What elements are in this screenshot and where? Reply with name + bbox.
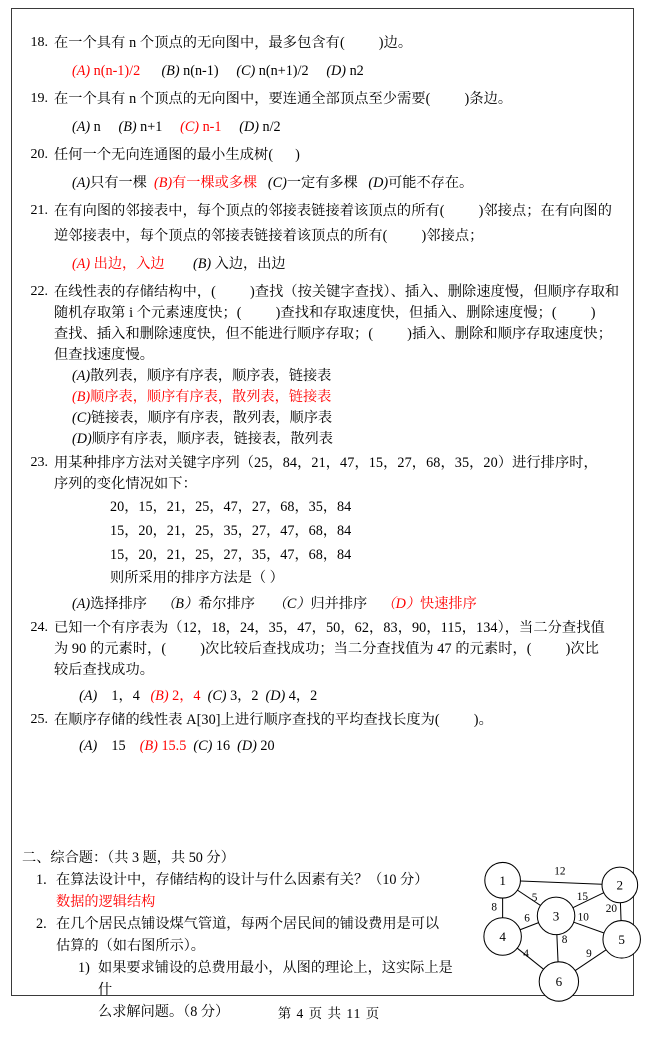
option-text-c[interactable]: n-1 xyxy=(202,119,222,135)
option-label-c[interactable]: (C) xyxy=(193,738,213,754)
question-number: 23. xyxy=(30,455,48,470)
question-stem-line-3: 较后查找成功。 xyxy=(54,662,155,678)
graph-node-label-2: 2 xyxy=(616,877,624,893)
option-row-d xyxy=(72,429,624,450)
option-row xyxy=(54,253,624,275)
option-label-b[interactable]: (B) xyxy=(150,688,169,704)
option-text-c[interactable]: 一定有多棵 xyxy=(286,175,358,191)
question-stem-line-2: 随机存取第 i 个元素速度快；( )查找和存取速度快，但插入、删除速度慢；( ) xyxy=(54,305,596,321)
option-label-c[interactable]: （C） xyxy=(272,596,311,612)
option-label-b[interactable]: (B) xyxy=(161,63,180,79)
option-text-a[interactable]: 选择排序 xyxy=(90,596,147,612)
question-stem: 在一个具有 n 个顶点的无向图中，要连通全部顶点至少需要( )条边。 xyxy=(54,91,513,107)
question-number: 21. xyxy=(30,203,48,218)
question-number: 22. xyxy=(30,284,48,299)
question-number: 20. xyxy=(30,147,48,162)
option-label-a[interactable]: (A) xyxy=(72,175,91,191)
option-label-a[interactable]: (A) xyxy=(79,738,98,754)
option-row-c xyxy=(72,408,624,429)
option-row xyxy=(54,593,624,615)
graph-node-label-6: 6 xyxy=(555,974,563,990)
graph-edge-weight-3-5: 10 xyxy=(577,911,589,924)
option-block xyxy=(54,366,624,450)
option-label-d[interactable]: (D) xyxy=(237,738,257,754)
option-label-d[interactable]: (D) xyxy=(72,431,92,447)
graph-edge-weight-1-4: 8 xyxy=(491,901,497,914)
option-text-c[interactable]: 归并排序 xyxy=(310,596,368,612)
option-text-c[interactable]: n(n+1)/2 xyxy=(258,63,309,79)
option-label-d[interactable]: (D) xyxy=(239,119,259,135)
graph-edge-3-6 xyxy=(557,935,558,962)
option-label-b[interactable]: (B) xyxy=(139,738,158,754)
option-text-b[interactable]: 有一棵或多棵 xyxy=(172,175,258,191)
question-23 xyxy=(22,453,624,615)
question-24 xyxy=(22,618,624,707)
weighted-graph-figure xyxy=(467,854,647,1004)
graph-node-label-5: 5 xyxy=(618,932,625,947)
option-text-d[interactable]: 顺序有序表，顺序表，链接表，散列表 xyxy=(91,431,333,447)
graph-node-label-1: 1 xyxy=(499,872,506,888)
section-two-title: 二、综合题：（共 3 题，共 50 分） xyxy=(22,850,235,866)
subitem-text-line-1: 如果要求铺设的总费用最小，从图的理论上，这实际上是什 xyxy=(98,960,453,998)
graph-edge-weight-1-3: 5 xyxy=(531,891,538,904)
section-two xyxy=(22,847,462,1023)
option-text-d[interactable]: n/2 xyxy=(262,119,281,135)
option-row xyxy=(54,60,624,82)
option-text-b[interactable]: 顺序表，顺序有序表，散列表，链接表 xyxy=(90,389,332,405)
graph-node-label-4: 4 xyxy=(499,929,506,945)
graph-edge-weight-5-6: 9 xyxy=(586,948,592,961)
option-label-a[interactable]: (A) xyxy=(72,368,91,384)
subitem-text-line-2: 么求解问题。（8 分） xyxy=(98,1004,230,1020)
graph-edge-1-2 xyxy=(520,881,602,884)
option-text-b[interactable]: 希尔排序 xyxy=(198,596,255,612)
question-stem-line-2: 序列的变化情况如下： xyxy=(54,476,197,492)
option-text-d[interactable]: n2 xyxy=(349,63,364,79)
option-label-c[interactable]: (C) xyxy=(267,175,287,191)
question-19 xyxy=(22,89,624,138)
option-label-c[interactable]: (C) xyxy=(236,63,256,79)
option-label-d[interactable]: （D） xyxy=(381,596,421,612)
option-text-c[interactable]: 3，2 xyxy=(230,688,259,704)
option-label-c[interactable]: (C) xyxy=(180,119,200,135)
question-20 xyxy=(22,145,624,194)
option-label-a[interactable]: (A) xyxy=(72,63,91,79)
question-stem-line-3: 查找、插入和删除速度快，但不能进行顺序存取；( )插入、删除和顺序存取速度快； xyxy=(54,326,613,342)
graph-edge-weight-2-5: 20 xyxy=(605,903,617,916)
option-text-a[interactable]: n(n-1)/2 xyxy=(93,63,141,79)
option-label-b[interactable]: (B) xyxy=(118,119,137,135)
question-number: 25. xyxy=(30,712,48,727)
option-text-b[interactable]: 15.5 xyxy=(161,738,187,754)
option-label-b[interactable]: （B） xyxy=(161,596,199,612)
item-text: 在算法设计中，存储结构的设计与什么因素有关？（10 分） xyxy=(56,872,429,888)
question-stem-line-4: 但查找速度慢。 xyxy=(54,347,155,363)
graph-edge-weight-4-6: 4 xyxy=(523,948,529,961)
question-stem: 在一个具有 n 个顶点的无向图中，最多包含有( )边。 xyxy=(54,35,413,51)
section-two-item-1 xyxy=(22,869,462,913)
option-row xyxy=(54,735,624,757)
question-stem-line-1: 在线性表的存储结构中，( )查找（按关键字查找）、插入、删除速度慢，但顺序存取和 xyxy=(54,284,620,300)
option-label-a[interactable]: (A) xyxy=(72,119,91,135)
question-stem-line-1: 用某种排序方法对关键字序列（25，84，21，47，15，27，68，35，20）进行排序时， xyxy=(54,455,598,471)
item-answer: 数据的逻辑结构 xyxy=(56,894,156,910)
option-text-c[interactable]: 16 xyxy=(215,738,231,754)
option-text-a[interactable]: 15 xyxy=(111,738,126,754)
item-number: 2. xyxy=(36,916,47,932)
question-stem-line-2: 逆邻接表中，每个顶点的邻接表链接着该顶点的所有( )邻接点； xyxy=(54,228,484,244)
question-stem: 在顺序存储的线性表 A[30]上进行顺序查找的平均查找长度为( )。 xyxy=(54,712,493,728)
graph-edge-3-5 xyxy=(574,922,604,933)
option-label-a[interactable]: (A) xyxy=(79,688,98,704)
option-label-c[interactable]: (C) xyxy=(72,410,91,426)
option-text-b[interactable]: n(n-1) xyxy=(183,63,219,79)
question-stem-line-2: 为 90 的元素时，( )次比较后查找成功；当二分查找值为 47 的元素时，( )次比 xyxy=(54,641,600,657)
option-text-a[interactable]: n xyxy=(93,119,101,135)
subitem-number: 1) xyxy=(78,960,90,976)
sequence-row-1: 20，15，21，25，47，27，68，35，84 xyxy=(110,499,352,515)
option-text-d[interactable]: 快速排序 xyxy=(420,596,477,612)
question-22 xyxy=(22,282,624,450)
option-label-b[interactable]: (B) xyxy=(72,389,91,405)
graph-edge-2-5 xyxy=(620,903,621,921)
question-21 xyxy=(22,201,624,275)
option-text-a[interactable]: 出边，入边 xyxy=(93,256,165,272)
option-text-d[interactable]: 4，2 xyxy=(288,688,318,704)
question-stem-line-1: 已知一个有序表为（12，18，24，35，47，50，62，83，90，115，134），当二分查找值 xyxy=(54,620,605,636)
graph-edge-weight-3-4: 6 xyxy=(524,912,530,925)
option-text-b[interactable]: 入边，出边 xyxy=(214,256,286,272)
option-text-b[interactable]: 2，4 xyxy=(172,688,201,704)
question-number: 24. xyxy=(30,620,48,635)
item-text-line-2: 估算的（如右图所示）。 xyxy=(56,938,205,954)
question-number: 19. xyxy=(30,91,48,106)
option-label-a[interactable]: (A) xyxy=(72,256,91,272)
item-text-line-1: 在几个居民点铺设煤气管道，每两个居民间的铺设费用是可以 xyxy=(56,916,440,932)
option-text-a[interactable]: 1，4 xyxy=(111,688,140,704)
option-label-d[interactable]: (D) xyxy=(326,63,347,79)
option-label-b[interactable]: (B) xyxy=(153,175,173,191)
option-row xyxy=(54,685,624,707)
question-list xyxy=(22,33,624,758)
page-footer: 第 4 页 共 11 页 xyxy=(277,1006,381,1021)
option-text-d[interactable]: 可能不存在。 xyxy=(388,175,474,191)
graph-edge-weight-1-2: 12 xyxy=(554,865,566,878)
item-number: 1. xyxy=(36,872,47,888)
option-row xyxy=(54,172,624,194)
option-text-b[interactable]: n+1 xyxy=(140,119,163,135)
option-text-c[interactable]: 链接表，顺序有序表，散列表，顺序表 xyxy=(90,410,333,426)
option-label-a[interactable]: (A) xyxy=(72,596,91,612)
option-text-a[interactable]: 散列表，顺序有序表，顺序表，链接表 xyxy=(90,368,332,384)
sequence-row-3: 15，20，21，25，27，35，47，68，84 xyxy=(110,547,352,563)
option-row-a xyxy=(72,366,624,387)
sequence-row-2: 15，20，21，25，35，27，47，68，84 xyxy=(110,523,352,539)
option-text-d[interactable]: 20 xyxy=(260,738,275,754)
question-number: 18. xyxy=(30,35,48,50)
graph-edge-weight-2-3: 15 xyxy=(576,890,588,903)
option-row-b xyxy=(72,387,624,408)
option-label-b[interactable]: (B) xyxy=(193,256,212,272)
graph-svg xyxy=(467,854,647,1004)
option-label-d[interactable]: (D) xyxy=(265,688,286,704)
graph-node-label-3: 3 xyxy=(552,908,560,924)
question-stem-line-1: 在有向图的邻接表中，每个顶点的邻接表链接着该顶点的所有( )邻接点；在有向图的 xyxy=(54,203,613,219)
graph-edge-weight-3-6: 8 xyxy=(561,934,568,947)
option-label-d[interactable]: (D) xyxy=(368,175,389,191)
option-row xyxy=(54,116,624,138)
question-18 xyxy=(22,33,624,82)
option-label-c[interactable]: (C) xyxy=(207,688,227,704)
question-stem: 任何一个无向连通图的最小生成树( ) xyxy=(54,147,300,163)
question-25 xyxy=(22,710,624,757)
option-text-a[interactable]: 只有一棵 xyxy=(90,175,147,191)
graph-edge-4-6 xyxy=(517,948,543,969)
question-stem-line-3: 则所采用的排序方法是（ ） xyxy=(110,570,284,586)
